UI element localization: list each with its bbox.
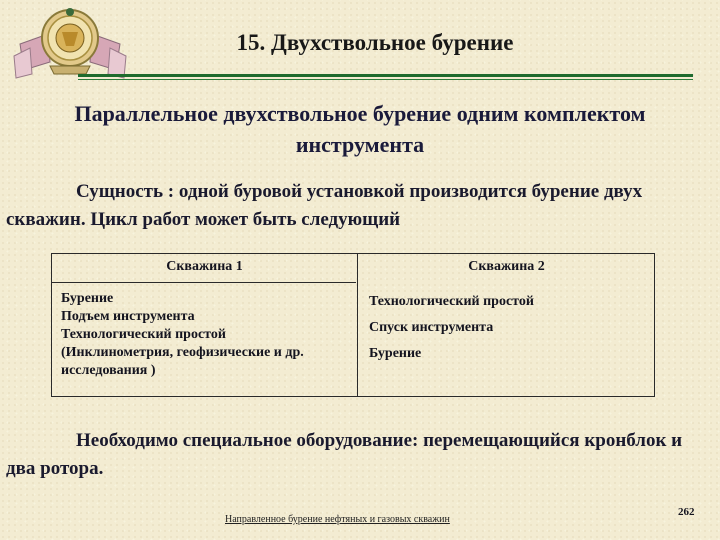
title-divider	[78, 74, 693, 77]
requirement-paragraph: Необходимо специальное оборудование: перемещающийся кронблок и два ротора.	[6, 430, 683, 479]
list-item: (Инклинометрия, геофизические и др. исследования )	[61, 345, 304, 378]
table-header-divider	[52, 282, 356, 283]
footer-course-title: Направленное бурение нефтяных и газовых скважин	[225, 514, 450, 525]
list-item: Бурение	[61, 291, 114, 306]
essence-paragraph: Сущность : одной буровой установкой производится бурение двух скважин. Цикл работ может быть следующий	[6, 181, 643, 230]
title-divider-thin	[78, 79, 693, 80]
list-item: Бурение	[369, 346, 422, 361]
well-1-operations	[61, 290, 353, 380]
list-item: Подъем инструмента	[61, 309, 195, 324]
slide-title: 15. Двухствольное бурение	[236, 30, 514, 55]
university-emblem-icon	[10, 4, 130, 80]
page-number: 262	[678, 506, 695, 518]
table-header-well-2: Скважина 2	[468, 259, 545, 274]
table-column-divider	[357, 254, 358, 396]
table-header-well-1: Скважина 1	[166, 259, 243, 274]
list-item: Технологический простой	[61, 327, 226, 342]
slide-subtitle: Параллельное двухствольное бурение одним комплектом инструмента	[74, 101, 646, 157]
list-item: Технологический простой	[369, 294, 534, 309]
work-cycle-table	[51, 253, 655, 397]
list-item: Спуск инструмента	[369, 320, 494, 335]
well-2-operations	[369, 289, 651, 367]
